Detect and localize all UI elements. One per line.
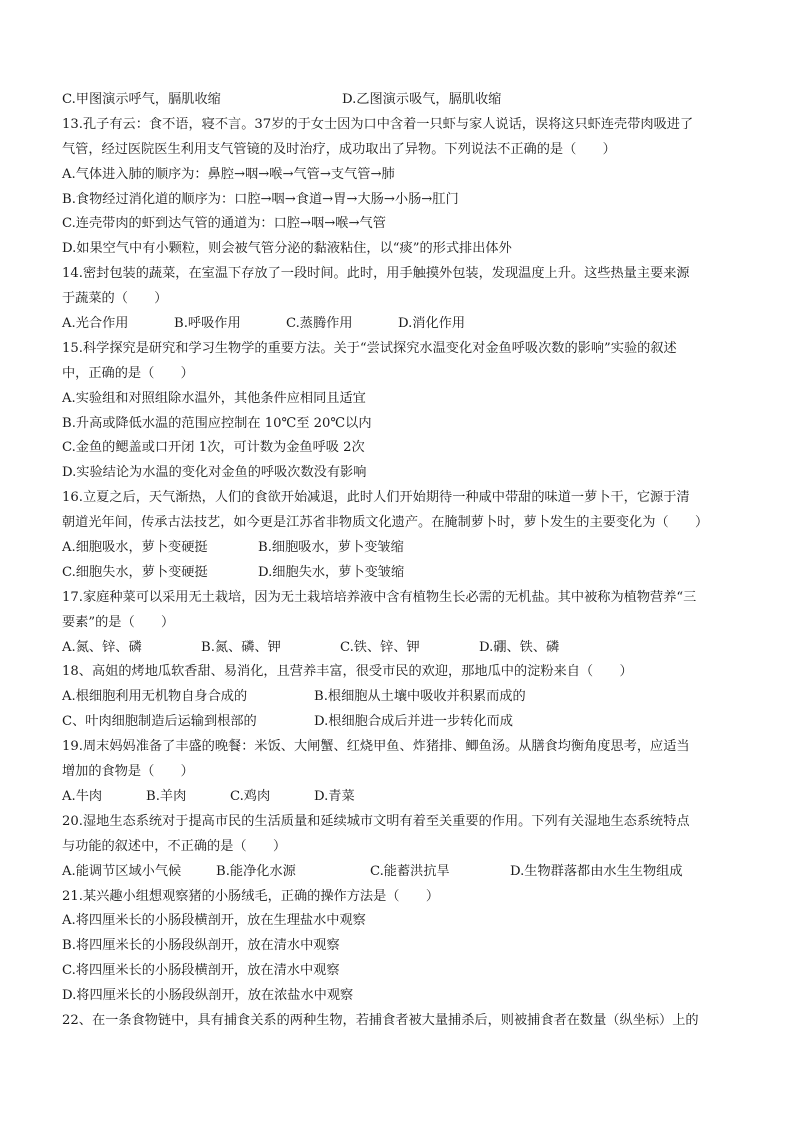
option-row (62, 785, 742, 810)
text-line: 17.家庭种菜可以采用无土栽培，因为无土栽培培养液中含有植物生长必需的无机盐。其中被称为植物营养“三 (62, 589, 697, 605)
answer-option: B.氮、磷、钾 (201, 639, 281, 655)
answer-option: D.根细胞合成后并进一步转化而成 (314, 714, 513, 730)
option-row (62, 88, 742, 113)
text-line: 增加的食物是（ ） (62, 764, 194, 780)
answer-option: A.氮、锌、磷 (62, 639, 142, 655)
answer-option: C.蒸腾作用 (286, 316, 353, 332)
answer-option: B.细胞吸水，萝卜变皱缩 (258, 540, 404, 556)
text-line: 朝道光年间，传承古法技艺，如今更是江苏省非物质文化遗产。在腌制萝卜时，萝卜发生的主要变化为（ ） (62, 515, 709, 531)
answer-option: C.鸡肉 (230, 788, 271, 804)
text-line: 22、在一条食物链中，具有捕食关系的两种生物，若捕食者被大量捕杀后，则被捕食者在数量（纵坐标）上的 (62, 1012, 699, 1028)
text-line: C.将四厘米长的小肠段横剖开，放在清水中观察 (62, 963, 340, 979)
text-line: A.实验组和对照组除水温外，其他条件应相同且适宜 (62, 390, 366, 406)
answer-option: A.牛肉 (62, 788, 103, 804)
answer-option: D.青菜 (314, 788, 355, 804)
text-line: 14.密封包装的蔬菜，在室温下存放了一段时间。此时，用手触摸外包装，发现温度上升。这些热量主要来源 (62, 266, 690, 282)
text-line: 16.立夏之后，天气渐热，人们的食欲开始减退，此时人们开始期待一种咸中带甜的味道一萝卜干，它源于清 (62, 490, 690, 506)
text-line: C.金鱼的鳃盖或口开闭 1次，可计数为金鱼呼吸 2次 (62, 440, 365, 456)
option-row (62, 636, 742, 661)
answer-option: A.能调节区域小气候 (62, 863, 182, 879)
option-row (62, 536, 742, 561)
option-row (62, 312, 742, 337)
text-line: 18、高姐的烤地瓜软香甜、易消化，且营养丰富，很受市民的欢迎，那地瓜中的淀粉来自（ ） (62, 664, 633, 680)
text-line: 与功能的叙述中，不正确的是（ ） (62, 838, 287, 854)
text-line: C.连壳带肉的虾到达气管的通道为：口腔→咽→喉→气管 (62, 216, 386, 232)
text-line: A.将四厘米长的小肠段横剖开，放在生理盐水中观察 (62, 913, 366, 929)
option-row (62, 685, 742, 710)
text-line: 气管，经过医院医生利用支气管镜的及时治疗，成功取出了异物。下列说法不正确的是（ ） (62, 141, 616, 157)
option-row (62, 710, 742, 735)
text-line: 21.某兴趣小组想观察猪的小肠绒毛，正确的操作方法是（ ） (62, 888, 440, 904)
text-line: B.食物经过消化道的顺序为：口腔→咽→食道→胃→大肠→小肠→肛门 (62, 191, 459, 207)
answer-option: B.能净化水源 (216, 863, 296, 879)
answer-option: A.根细胞利用无机物自身合成的 (62, 689, 248, 705)
text-line: A.气体进入肺的顺序为：鼻腔→咽→喉→气管→支气管→肺 (62, 166, 395, 182)
answer-option: A.光合作用 (62, 316, 129, 332)
answer-option: D.细胞失水，萝卜变皱缩 (258, 564, 405, 580)
answer-option: C.细胞失水，萝卜变硬挺 (62, 564, 208, 580)
answer-option: B.羊肉 (146, 788, 187, 804)
answer-option: B.呼吸作用 (174, 316, 241, 332)
answer-option: C、叶肉细胞制造后运输到根部的 (62, 714, 257, 730)
option-row (62, 561, 742, 586)
text-line: 于蔬菜的（ ） (62, 291, 168, 307)
text-line: 19.周末妈妈准备了丰盛的晚餐：米饭、大闸蟹、红烧甲鱼、炸猪排、鲫鱼汤。从膳食均衡角度思考，应适当 (62, 739, 690, 755)
text-line: B.升高或降低水温的范围应控制在 10℃至 20℃以内 (62, 415, 372, 431)
answer-option: B.根细胞从土壤中吸收并积累而成的 (314, 689, 526, 705)
text-line: 13.孔子有云：食不语，寝不言。37岁的于女士因为口中含着一只虾与家人说话，误将这只虾连壳带肉吸进了 (62, 116, 694, 132)
text-line: D.如果空气中有小颗粒，则会被气管分泌的黏液粘住，以“痰”的形式排出体外 (62, 241, 512, 257)
answer-option: D.硼、铁、磷 (479, 639, 560, 655)
answer-option: D.乙图演示吸气，膈肌收缩 (342, 92, 502, 107)
text-line: B.将四厘米长的小肠段纵剖开，放在清水中观察 (62, 938, 340, 954)
answer-option: D.消化作用 (398, 316, 466, 332)
answer-option: D.生物群落都由水生生物组成 (510, 863, 683, 879)
text-line: 中，正确的是（ ） (62, 365, 194, 381)
text-line: 15.科学探究是研究和学习生物学的重要方法。关于“尝试探究水温变化对金鱼呼吸次数的影响”实验的叙述 (62, 340, 677, 356)
text-line: D.将四厘米长的小肠段纵剖开，放在浓盐水中观察 (62, 988, 354, 1004)
exam-page (62, 88, 742, 1034)
text-line: D.实验结论为水温的变化对金鱼的呼吸次数没有影响 (62, 465, 367, 481)
text-line: 要素”的是（ ） (62, 614, 175, 630)
answer-option: C.铁、锌、钾 (340, 639, 420, 655)
answer-option: A.细胞吸水，萝卜变硬挺 (62, 540, 208, 556)
answer-option: C.甲图演示呼气，膈肌收缩 (62, 92, 221, 107)
text-line: 20.湿地生态系统对于提高市民的生活质量和延续城市文明有着至关重要的作用。下列有关湿地生态系统特点 (62, 813, 690, 829)
option-row (62, 860, 742, 885)
answer-option: C.能蓄洪抗旱 (370, 863, 450, 879)
